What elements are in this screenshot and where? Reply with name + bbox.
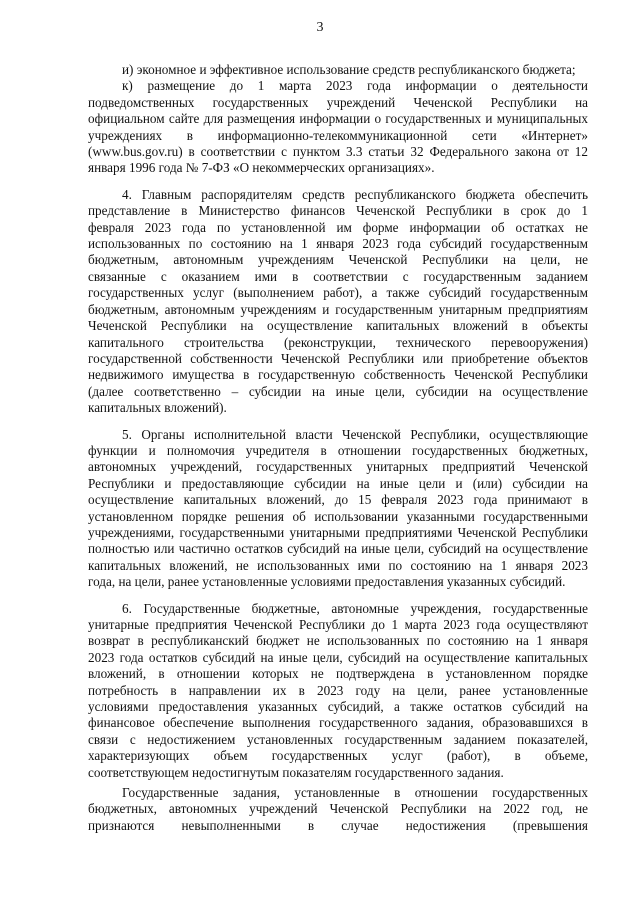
paragraph-gap	[88, 591, 588, 601]
text-line: возврат в республиканский бюджет не использованных по состоянию на 1 января	[88, 633, 588, 649]
text-line: вложений, в отношении которых не подтверждена в установленном порядке	[88, 666, 588, 682]
text-line: Чеченской Республики на осуществление капитальных вложений в объекты	[88, 318, 588, 334]
paragraph-gap	[88, 417, 588, 427]
text-line: 2023 года остатков субсидий на иные цели, субсидий на осуществление капитальных	[88, 649, 588, 665]
text-line: и) экономное и эффективное использование средств республиканского бюджета;	[122, 62, 576, 77]
text-line: 5. Органы исполнительной власти Чеченской Республики, осуществляющие	[122, 426, 588, 442]
text-line: подведомственных государственных учреждений Чеченской Республики на	[88, 94, 588, 110]
text-line: бюджетным, автономным учреждениям и государственным унитарным предприятиям	[88, 301, 588, 317]
text-line: осуществление капитальных вложений, до 15 февраля 2023 года принимают в	[88, 492, 588, 508]
text-line: связи с недостижением установленных государственным заданием показателей,	[88, 731, 588, 747]
text-line: использованных по состоянию на 1 января 2023 года субсидий государственным	[88, 236, 588, 252]
text-line: января 1996 года № 7-ФЗ «О некоммерческих организациях».	[88, 160, 435, 176]
text-line: соответствующем недостигнутым показателям государственного задания.	[88, 764, 504, 780]
text-line: представление в Министерство финансов Чеченской Республики в срок до 1	[88, 203, 588, 219]
text-line: (далее соответственно – субсидии на иные цели, субсидии на осуществление	[88, 383, 588, 399]
text-line: капитальных вложений).	[88, 400, 227, 416]
paragraph	[88, 187, 588, 417]
text-line: капитального строительства (реконструкции, технического перевооружения)	[88, 334, 588, 350]
text-line: государственных услуг (выполнением работ), а также субсидий государственным	[88, 285, 588, 301]
paragraph	[88, 601, 588, 781]
text-line: условиями предоставления указанных субсидий, а также остатков субсидий на	[88, 699, 588, 715]
text-line: унитарные предприятия Чеченской Республики до 1 марта 2023 года осуществляют	[88, 617, 588, 632]
text-line: признаются невыполненными в случае недостижения (превышения	[88, 817, 588, 833]
text-line: капитальных вложений, не использованных ими по состоянию на 1 января 2023	[88, 557, 588, 573]
text-line: (www.bus.gov.ru) в соответствии с пунктом 3.3 статьи 32 Федерального закона от 12	[88, 144, 588, 160]
text-line: учреждениями, государственными унитарными предприятиями Чеченской Республики	[88, 524, 588, 540]
text-line: связанные с оказанием ими в соответствии с государственным заданием	[88, 268, 588, 284]
text-line: 4. Главным распорядителям средств республиканского бюджета обеспечить	[122, 186, 588, 202]
text-line: официальном сайте для размещения информации о государственных и муниципальных	[88, 111, 588, 127]
paragraph	[88, 62, 588, 78]
text-line: государственной собственности Чеченской Республики или приобретение объектов	[88, 350, 588, 366]
text-line: характеризующих объем государственных услуг (работ), в объеме,	[88, 748, 588, 764]
document-body	[88, 62, 588, 834]
text-line: автономных учреждений, государственных унитарных предприятий Чеченской	[88, 459, 588, 475]
text-line: функции и полномочия учредителя в отношении государственных бюджетных,	[88, 442, 588, 458]
text-line: финансовое обеспечение выполнения государственного задания, образовавшихся в	[88, 715, 588, 731]
text-line: Государственные задания, установленные в отношении государственных	[122, 785, 588, 801]
text-line: года, на цели, ранее установленные условиями предоставления указанных субсидий.	[88, 574, 566, 590]
text-line: Республики и предоставляющие субсидии на иные цели и (или) субсидии на	[88, 475, 588, 491]
paragraph	[88, 427, 588, 591]
paragraph-gap	[88, 177, 588, 187]
text-line: недвижимого имущества в государственную собственность Чеченской Республики	[88, 367, 588, 383]
page-number: 3	[316, 20, 324, 35]
text-line: полностью или частично остатков субсидий на иные цели, субсидий на осуществление	[88, 541, 588, 557]
text-line: к) размещение до 1 марта 2023 года информации о деятельности	[122, 78, 588, 94]
text-line: 6. Государственные бюджетные, автономные учреждения, государственные	[122, 600, 588, 616]
text-line: бюджетных, автономных учреждений Чеченской Республики на 2022 год, не	[88, 801, 588, 817]
text-line: февраля 2023 года по установленной им форме информации об остатках не	[88, 219, 588, 235]
paragraph	[88, 785, 588, 834]
paragraph	[88, 78, 588, 176]
text-line: установленном порядке решения об использовании указанными государственными	[88, 508, 588, 524]
text-line: бюджетным, автономным учреждениям Чеченской Республики на цели, не	[88, 252, 588, 268]
text-line: учреждениях в информационно-телекоммуникационной сети «Интернет»	[88, 127, 588, 143]
text-line: потребность в направлении их в 2023 году на цели, ранее установленные	[88, 682, 588, 698]
